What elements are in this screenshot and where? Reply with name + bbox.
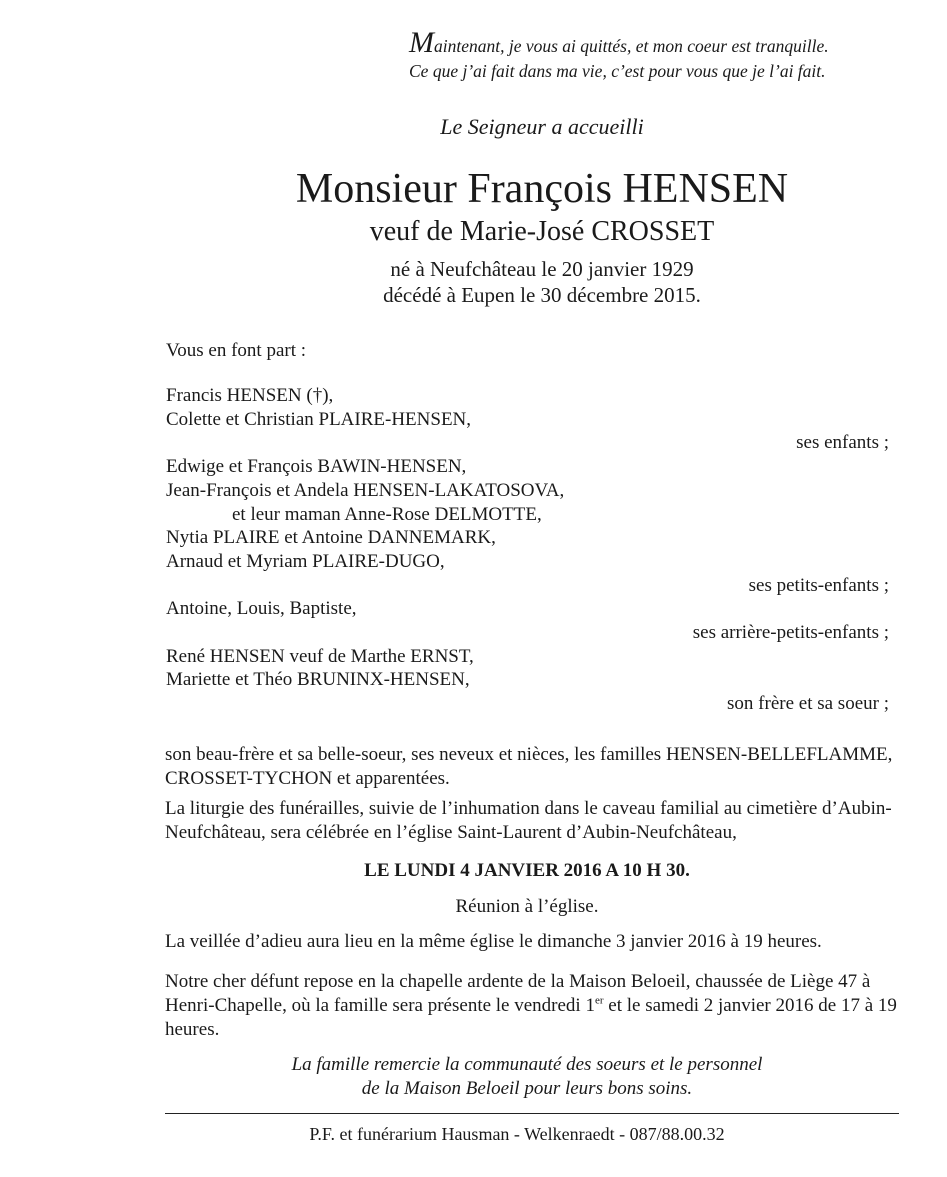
epigraph-line-2: Ce que j’ai fait dans ma vie, c’est pour vous que je l’ai fait. bbox=[409, 60, 826, 81]
family-list bbox=[166, 384, 889, 716]
life-dates bbox=[165, 257, 919, 308]
birth-line: né à Neufchâteau le 20 janvier 1929 bbox=[390, 257, 694, 281]
family-member: Nytia PLAIRE et Antoine DANNEMARK, bbox=[166, 527, 496, 549]
family-member: Jean-François et Andela HENSEN-LAKATOSOVA, bbox=[166, 479, 565, 501]
epigraph-line-1-text: aintenant, je vous ai quittés, et mon coeur est tranquille. bbox=[434, 36, 829, 56]
chapel-text-after: et le samedi 2 janvier 2016 de 17 à 19 heures. bbox=[165, 995, 897, 1040]
epigraph-drop-cap: M bbox=[409, 26, 434, 59]
relation-label-siblings: son frère et sa soeur ; bbox=[727, 693, 889, 715]
family-member: Colette et Christian PLAIRE-HENSEN, bbox=[166, 408, 472, 430]
spouse-line: veuf de Marie-José CROSSET bbox=[369, 216, 715, 247]
relation-label-children: ses enfants ; bbox=[796, 432, 889, 454]
family-member: Arnaud et Myriam PLAIRE-DUGO, bbox=[166, 550, 445, 572]
thanks-line-1: La famille remercie la communauté des soeurs et le personnel bbox=[291, 1054, 763, 1075]
announcement-label: Vous en font part : bbox=[166, 340, 307, 361]
vigil-paragraph: La veillée d’adieu aura lieu en la même église le dimanche 3 janvier 2016 à 19 heures. bbox=[165, 931, 822, 952]
family-member: René HENSEN veuf de Marthe ERNST, bbox=[166, 645, 474, 667]
chapel-paragraph bbox=[165, 970, 899, 1042]
family-member: Mariette et Théo BRUNINX-HENSEN, bbox=[166, 669, 470, 691]
ordinal-superscript: er bbox=[594, 994, 604, 1007]
meeting-line: Réunion à l’église. bbox=[455, 896, 599, 917]
relation-label-great-grandchildren: ses arrière-petits-enfants ; bbox=[692, 622, 889, 644]
ceremony-date-line: LE LUNDI 4 JANVIER 2016 A 10 H 30. bbox=[364, 860, 690, 881]
chapel-text-before: Notre cher défunt repose en la chapelle ardente de la Maison Beloeil, chaussée de Liège 47 à Henri-Chapelle, où la famille sera présente le vendredi 1 bbox=[165, 971, 871, 1016]
family-member: Antoine, Louis, Baptiste, bbox=[166, 598, 357, 620]
intro-line: Le Seigneur a accueilli bbox=[440, 114, 644, 139]
family-member: Edwige et François BAWIN-HENSEN, bbox=[166, 456, 467, 478]
relation-label-grandchildren: ses petits-enfants ; bbox=[748, 574, 889, 596]
epigraph-line-1 bbox=[409, 26, 829, 59]
family-member: Francis HENSEN (†), bbox=[166, 385, 334, 406]
death-line: décédé à Eupen le 30 décembre 2015. bbox=[383, 282, 701, 307]
family-member: et leur maman Anne-Rose DELMOTTE, bbox=[232, 503, 542, 525]
thanks-note bbox=[165, 1053, 889, 1100]
epigraph bbox=[409, 26, 829, 83]
deceased-name: Monsieur François HENSEN bbox=[295, 166, 789, 212]
footer-divider bbox=[165, 1113, 899, 1114]
other-relatives-paragraph: son beau-frère et sa belle-soeur, ses neveux et nièces, les familles HENSEN-BELLEFLAMME, CROSSET-TYCHON et apparentées. bbox=[165, 744, 893, 789]
liturgy-paragraph: La liturgie des funérailles, suivie de l’inhumation dans le caveau familial au cimetière d’Aubin-Neufchâteau, sera célébrée en l’église Saint-Laurent d’Aubin-Neufchâteau, bbox=[165, 798, 892, 843]
funeral-home-footer: P.F. et funérarium Hausman - Welkenraedt - 087/88.00.32 bbox=[309, 1124, 725, 1144]
thanks-line-2: de la Maison Beloeil pour leurs bons soins. bbox=[361, 1077, 693, 1099]
